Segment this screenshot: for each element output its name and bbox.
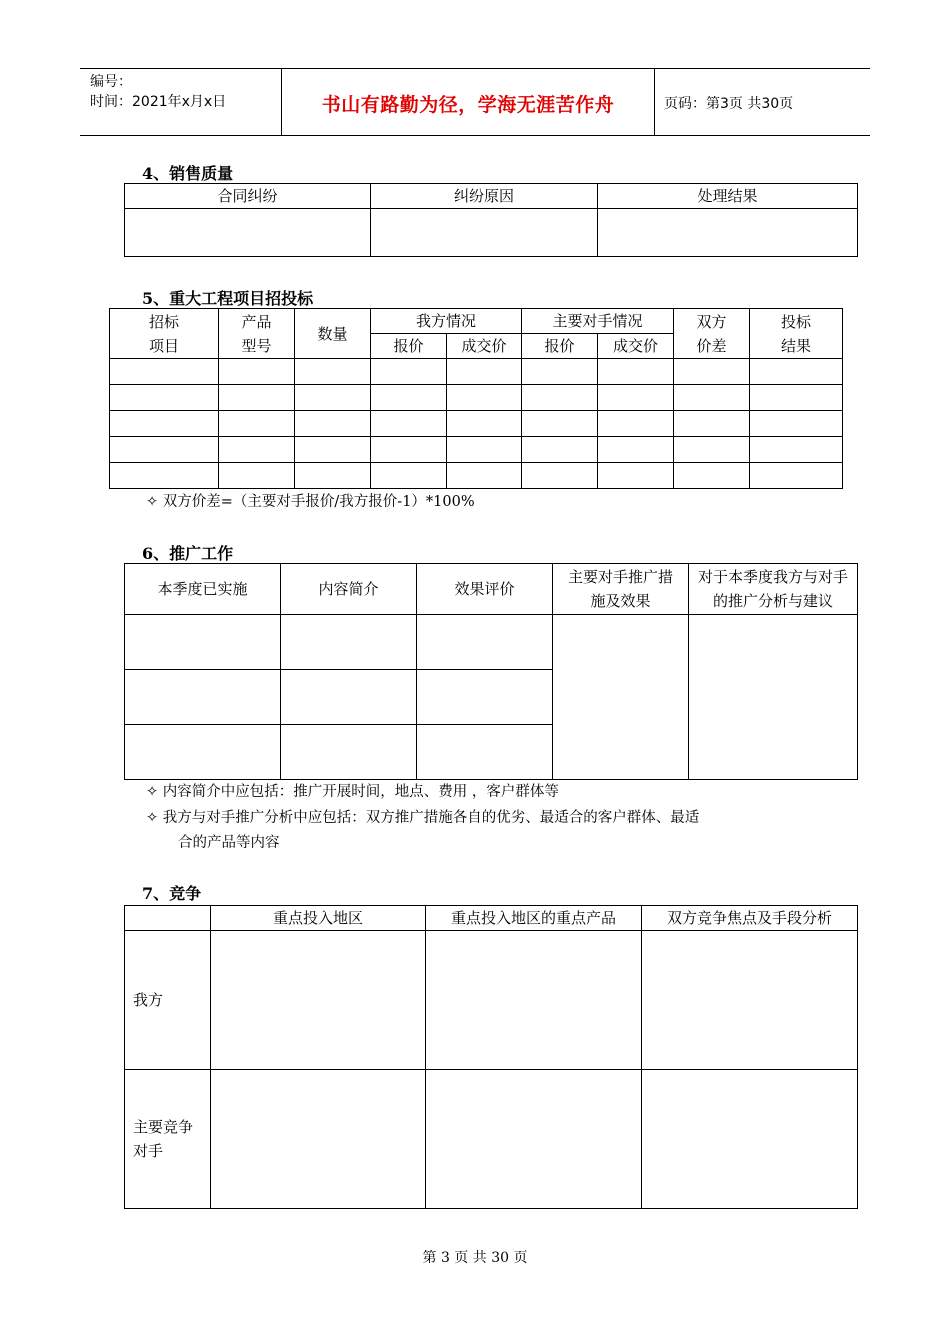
promotion-table bbox=[124, 563, 858, 780]
header-time-label: 时间：2021年x月x日 bbox=[90, 94, 227, 110]
header-bid-item: 招标 项目 bbox=[110, 309, 219, 359]
row-label-main-rival: 主要竞争 对手 bbox=[125, 1070, 211, 1209]
table-cell[interactable] bbox=[598, 359, 674, 385]
section-5-title: 5、重大工程项目招投标 bbox=[142, 289, 314, 308]
header-price-difference: 双方 价差 bbox=[674, 309, 750, 359]
table-cell[interactable] bbox=[689, 615, 858, 780]
section-6-title: 6、推广工作 bbox=[142, 544, 234, 563]
table-cell[interactable] bbox=[553, 615, 689, 780]
table-cell[interactable] bbox=[447, 463, 522, 489]
table-cell[interactable] bbox=[522, 437, 598, 463]
table-cell[interactable] bbox=[447, 411, 522, 437]
table-cell[interactable] bbox=[674, 437, 750, 463]
table-cell[interactable] bbox=[219, 359, 295, 385]
table-cell[interactable] bbox=[371, 385, 447, 411]
table-cell[interactable] bbox=[426, 1070, 642, 1209]
table-cell[interactable] bbox=[110, 463, 219, 489]
table-cell[interactable] bbox=[522, 385, 598, 411]
promotion-header: 内容简介 bbox=[281, 564, 417, 615]
header-bid-result: 投标 结果 bbox=[750, 309, 843, 359]
table-cell[interactable] bbox=[371, 463, 447, 489]
header-product-model: 产品 型号 bbox=[219, 309, 295, 359]
sales-quality-header: 合同纠纷 bbox=[125, 184, 371, 209]
table-cell[interactable] bbox=[295, 359, 371, 385]
bidding-table bbox=[109, 308, 843, 489]
header-motto: 书山有路勤为径，学海无涯苦作舟 bbox=[321, 94, 615, 116]
table-cell[interactable] bbox=[281, 615, 417, 670]
table-cell[interactable] bbox=[447, 359, 522, 385]
table-cell[interactable] bbox=[219, 437, 295, 463]
table-cell[interactable] bbox=[674, 411, 750, 437]
table-cell[interactable] bbox=[750, 385, 843, 411]
table-cell[interactable] bbox=[642, 1070, 858, 1209]
table-cell[interactable] bbox=[125, 209, 371, 257]
table-row bbox=[125, 615, 858, 670]
section-7-title: 7、竞争 bbox=[142, 884, 202, 903]
table-cell[interactable] bbox=[417, 615, 553, 670]
table-cell[interactable] bbox=[110, 411, 219, 437]
table-cell[interactable] bbox=[598, 411, 674, 437]
sales-quality-header: 处理结果 bbox=[598, 184, 858, 209]
table-cell[interactable] bbox=[295, 385, 371, 411]
table-row bbox=[110, 463, 843, 489]
page-footer: 第 3 页 共 30 页 bbox=[422, 1250, 528, 1266]
header-our-deal-price: 成交价 bbox=[447, 334, 522, 359]
table-cell[interactable] bbox=[674, 463, 750, 489]
promotion-header: 主要对手推广措施及效果 bbox=[553, 564, 689, 615]
table-cell[interactable] bbox=[371, 437, 447, 463]
table-cell[interactable] bbox=[295, 437, 371, 463]
sales-quality-header: 纠纷原因 bbox=[371, 184, 598, 209]
table-cell[interactable] bbox=[295, 463, 371, 489]
table-cell[interactable] bbox=[371, 411, 447, 437]
section-4-title: 4、销售质量 bbox=[142, 164, 234, 183]
table-cell[interactable] bbox=[417, 725, 553, 780]
price-difference-note: ✧ 双方价差=（主要对手报价/我方报价-1）*100% bbox=[146, 494, 475, 510]
table-cell[interactable] bbox=[125, 725, 281, 780]
table-cell[interactable] bbox=[447, 385, 522, 411]
header-number-label: 编号： bbox=[90, 74, 132, 90]
header-our-quote: 报价 bbox=[371, 334, 447, 359]
table-cell[interactable] bbox=[219, 385, 295, 411]
competition-header: 重点投入地区的重点产品 bbox=[426, 906, 642, 931]
table-cell[interactable] bbox=[598, 463, 674, 489]
table-row bbox=[110, 437, 843, 463]
table-cell[interactable] bbox=[417, 670, 553, 725]
table-cell[interactable] bbox=[295, 411, 371, 437]
table-cell[interactable] bbox=[674, 385, 750, 411]
header-rival-quote: 报价 bbox=[522, 334, 598, 359]
table-cell[interactable] bbox=[125, 670, 281, 725]
table-cell[interactable] bbox=[281, 725, 417, 780]
table-cell[interactable] bbox=[598, 209, 858, 257]
header-rival-situation: 主要对手情况 bbox=[522, 309, 674, 334]
competition-table bbox=[124, 905, 858, 1209]
table-row bbox=[125, 931, 858, 1070]
table-cell[interactable] bbox=[750, 437, 843, 463]
header-rival-deal-price: 成交价 bbox=[598, 334, 674, 359]
table-cell[interactable] bbox=[674, 359, 750, 385]
table-cell[interactable] bbox=[219, 463, 295, 489]
sales-quality-table bbox=[124, 183, 858, 257]
table-cell[interactable] bbox=[522, 463, 598, 489]
table-cell[interactable] bbox=[750, 463, 843, 489]
table-row bbox=[110, 411, 843, 437]
competition-header: 双方竞争焦点及手段分析 bbox=[642, 906, 858, 931]
promotion-header: 本季度已实施 bbox=[125, 564, 281, 615]
promotion-note-2: ✧ 我方与对手推广分析中应包括：双方推广措施各自的优劣、最适合的客户群体、最适 bbox=[146, 810, 700, 826]
table-cell[interactable] bbox=[281, 670, 417, 725]
table-row bbox=[110, 359, 843, 385]
table-cell[interactable] bbox=[447, 437, 522, 463]
table-cell[interactable] bbox=[426, 931, 642, 1070]
promotion-header: 对于本季度我方与对手的推广分析与建议 bbox=[689, 564, 858, 615]
table-cell[interactable] bbox=[219, 411, 295, 437]
promotion-note-2-continued: 合的产品等内容 bbox=[178, 835, 280, 851]
table-cell[interactable] bbox=[371, 209, 598, 257]
table-cell[interactable] bbox=[598, 437, 674, 463]
table-cell[interactable] bbox=[642, 931, 858, 1070]
table-cell[interactable] bbox=[211, 1070, 426, 1209]
table-cell[interactable] bbox=[598, 385, 674, 411]
header-bottom-rule bbox=[80, 135, 870, 136]
table-cell[interactable] bbox=[522, 359, 598, 385]
header-quantity: 数量 bbox=[295, 309, 371, 359]
competition-header bbox=[125, 906, 211, 931]
table-cell[interactable] bbox=[125, 615, 281, 670]
table-cell[interactable] bbox=[211, 931, 426, 1070]
table-row bbox=[110, 385, 843, 411]
table-cell[interactable] bbox=[110, 437, 219, 463]
table-cell[interactable] bbox=[522, 411, 598, 437]
promotion-note-1: ✧ 内容简介中应包括：推广开展时间，地点、费用 ，客户群体等 bbox=[146, 784, 559, 800]
promotion-header: 效果评价 bbox=[417, 564, 553, 615]
table-row bbox=[125, 1070, 858, 1209]
header-meta bbox=[90, 72, 226, 112]
table-cell[interactable] bbox=[750, 411, 843, 437]
header-top-rule bbox=[80, 68, 870, 69]
header-our-situation: 我方情况 bbox=[371, 309, 522, 334]
header-page-info: 页码：第3页 共30页 bbox=[664, 96, 794, 112]
table-cell[interactable] bbox=[110, 385, 219, 411]
table-cell[interactable] bbox=[371, 359, 447, 385]
row-label-our-side: 我方 bbox=[125, 931, 211, 1070]
header-divider-right bbox=[654, 68, 655, 136]
competition-header: 重点投入地区 bbox=[211, 906, 426, 931]
table-cell[interactable] bbox=[750, 359, 843, 385]
table-cell[interactable] bbox=[110, 359, 219, 385]
